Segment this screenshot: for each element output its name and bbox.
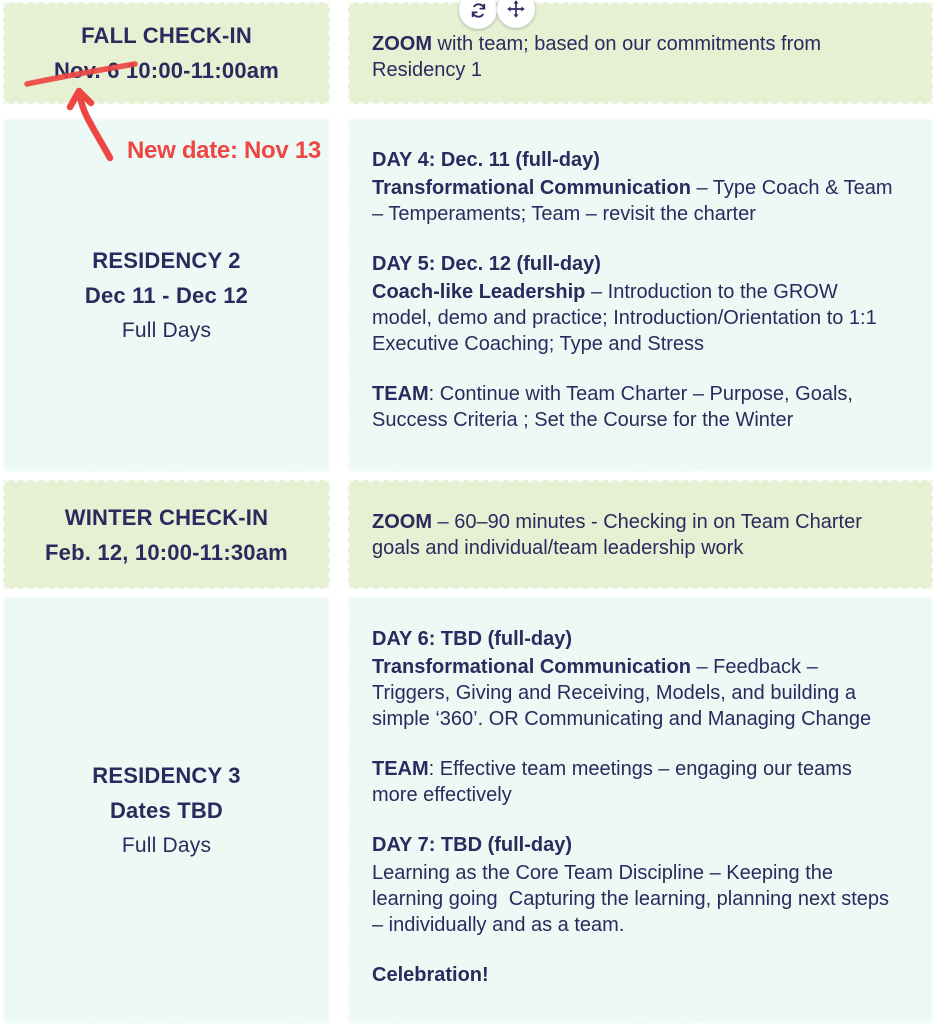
fall-check-in-detail-cell (348, 2, 933, 104)
header-line: Dec 11 - Dec 12 (84, 282, 249, 308)
paragraph-text-segment: – Feedback – Triggers, Giving and Receiving, Models, and building a simple ‘360’. OR Communicating and Managing Change (372, 656, 872, 730)
paragraph-bold-segment: ZOOM (372, 511, 432, 533)
paragraph (372, 175, 897, 227)
paragraph (372, 756, 897, 808)
paragraph-bold-segment: Transformational Communication (372, 656, 691, 678)
move-icon[interactable] (497, 0, 535, 28)
header-line: Dates TBD (109, 798, 224, 823)
paragraph-text-segment: with team; based on our commitments from Residency 1 (372, 33, 822, 81)
paragraph-bold-segment: ZOOM (372, 33, 432, 55)
header-line: Feb. 12, 10:00-11:30am (45, 539, 288, 565)
paragraph-bold-segment: DAY 6: TBD (full-day) (372, 628, 573, 650)
paragraph-bold-segment: Celebration! (372, 964, 489, 986)
fall-check-in-title: FALL CHECK-IN (81, 23, 252, 48)
paragraph (372, 147, 897, 173)
winter-check-in-detail-cell (348, 480, 933, 589)
paragraph-text-segment: Learning as the Core Team Discipline – Keeping the learning going Capturing the learning, planning next steps – individually and as a team. (372, 862, 890, 936)
rotate-icon[interactable] (459, 0, 497, 29)
paragraph (372, 279, 897, 357)
header-line: Full Days (121, 318, 212, 342)
paragraph-text-segment: – 60–90 minutes - Checking in on Team Charter goals and individual/team leadership work (372, 511, 862, 559)
paragraph (372, 381, 897, 433)
paragraph (372, 962, 897, 988)
paragraph (372, 251, 897, 277)
residency-2-detail-cell (348, 118, 933, 472)
paragraph-bold-segment: DAY 4: Dec. 11 (full-day) (372, 149, 600, 171)
paragraph-text-segment: – Introduction to the GROW model, demo and practice; Introduction/Orientation to 1:1 Executive Coaching; Type and Stress (372, 281, 877, 355)
winter-check-in-date (45, 535, 288, 570)
paragraph-bold-segment: TEAM (372, 758, 429, 780)
paragraph-text-segment: – Type Coach & Team – Temperaments; Team – revisit the charter (372, 177, 893, 225)
paragraph-text-segment: : Effective team meetings – engaging our teams more effectively (372, 758, 852, 806)
paragraph-bold-segment: DAY 5: Dec. 12 (full-day) (372, 253, 601, 275)
paragraph (372, 626, 897, 652)
residency-3-description (372, 626, 911, 988)
header-line: Full Days (121, 834, 212, 857)
paragraph-bold-segment: DAY 7: TBD (full-day) (372, 834, 573, 856)
residency-3-title: RESIDENCY 3 (92, 763, 241, 788)
row-fall-check-in (3, 2, 933, 104)
residency-3-dates (110, 793, 223, 863)
paragraph (372, 832, 897, 858)
fall-check-in-description (372, 31, 911, 83)
paragraph-bold-segment: TEAM (372, 383, 429, 405)
header-line: Nov. 6 10:00-11:00am (54, 58, 279, 83)
residency-2-description (372, 147, 911, 433)
fall-check-in-header-cell (3, 2, 330, 104)
residency-3-detail-cell (348, 597, 933, 1024)
residency-2-dates (85, 278, 248, 348)
paragraph-bold-segment: Coach-like Leadership (372, 281, 586, 303)
paragraph (372, 654, 897, 732)
row-winter-check-in (3, 480, 933, 589)
winter-check-in-title: WINTER CHECK-IN (64, 504, 269, 530)
row-residency-2 (3, 118, 933, 472)
residency-2-title: RESIDENCY 2 (92, 247, 241, 273)
paragraph (372, 31, 897, 83)
residency-3-header-cell (3, 597, 330, 1024)
winter-check-in-description (372, 509, 911, 561)
row-residency-3 (3, 597, 933, 1024)
winter-check-in-header-cell (3, 480, 330, 589)
residency-2-header-cell (3, 118, 330, 472)
paragraph-bold-segment: Transformational Communication (372, 177, 691, 199)
paragraph (372, 860, 897, 938)
new-date-annotation: New date: Nov 13 (127, 137, 321, 164)
paragraph (372, 509, 897, 561)
paragraph-text-segment: : Continue with Team Charter – Purpose, Goals, Success Criteria ; Set the Course for the Winter (372, 383, 853, 431)
fall-check-in-date (54, 53, 279, 88)
